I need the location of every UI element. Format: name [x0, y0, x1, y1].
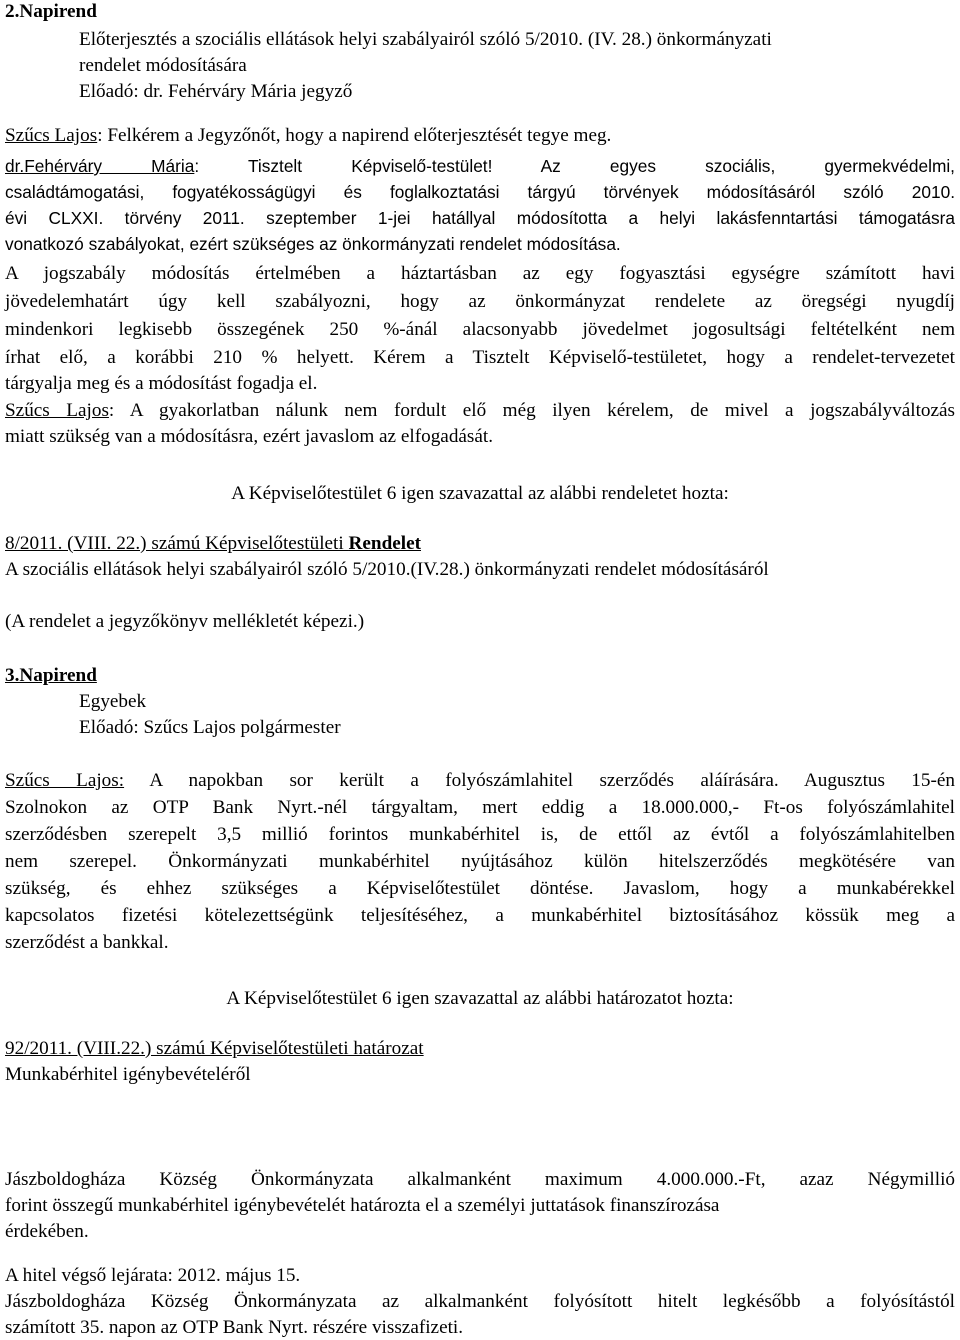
resolution-line: forint összegű munkabérhitel igénybevételét határozta el a személyi juttatások finanszírozása [5, 1195, 720, 1216]
section-3-heading: 3.Napirend [5, 665, 97, 686]
decree-note: (A rendelet a jegyzőkönyv mellékletét képezi.) [5, 611, 365, 632]
paragraph-line [5, 399, 955, 423]
paragraph-line: jövedelemhatárt úgy kell szabályozni, hogy az önkormányzat rendelete az öregségi nyugdíj [5, 291, 955, 312]
speaker-name: dr.Fehérváry Mária [5, 156, 195, 176]
paragraph-line: A jogszabály módosítás értelmében a háztartásban az egy fogyasztási egységre számított havi [5, 263, 955, 284]
paragraph-line: nem szerepel. Önkormányzati munkabérhitel nyújtásához külön hitelszerződés megkötésére van [5, 851, 955, 872]
paragraph-text: : Tisztelt Képviselő-testület! Az egyes szociális, gyermekvédelmi, [194, 156, 955, 176]
vote-result: A Képviselőtestület 6 igen szavazattal az alábbi rendeletet hozta: [231, 483, 729, 504]
paragraph-line [5, 769, 955, 793]
decree-title: A szociális ellátások helyi szabályairól szóló 5/2010.(IV.28.) önkormányzati rendelet módosításáról [5, 559, 769, 580]
agenda-subject: Egyebek [79, 691, 147, 712]
paragraph-text: szeptember 1-jei hatállyal módosította a helyi lakásfenntartási támogatásra [244, 208, 955, 228]
paragraph-line: mindenkori legkisebb összegének 250 %-ánál alacsonyabb jövedelmet jogosultsági feltételként nem [5, 319, 955, 340]
agenda-title-line-1: Előterjesztés a szociális ellátások helyi szabályairól szóló 5/2010. (IV. 28.) önkormányzati [79, 29, 772, 50]
decree-number: 8/2011. (VIII. 22.) számú Képviselőtestületi [5, 533, 349, 554]
resolution-line: érdekében. [5, 1221, 89, 1242]
paragraph-line: vonatkozó szabályokat, ezért szükséges az önkormányzati rendelet módosítása. [5, 234, 621, 254]
vote-result: A Képviselőtestület 6 igen szavazattal az alábbi határozatot hozta: [226, 988, 734, 1009]
paragraph-line: írhat elő, a korábbi 210 % helyett. Kérem a Tisztelt Képviselő-testületet, hogy a rendelet-tervezetet [5, 347, 955, 368]
paragraph-line: szükség, és ehhez szükséges a Képviselőtestület döntése. Javaslom, hogy a munkabérekkel [5, 878, 955, 899]
paragraph-text: : A gyakorlatban nálunk nem fordult elő még ilyen kérelem, de mivel a jogszabályváltozás [108, 400, 955, 421]
resolution-line: Jászboldogháza Község Önkormányzata az alkalmanként folyósított hitelt legkésőbb a folyósítástól [5, 1291, 955, 1312]
paragraph-line: családtámogatási, fogyatékosságügyi és foglalkoztatási tárgyú törvények módosításáról szóló 2010. [5, 182, 955, 202]
decree-heading [5, 532, 955, 556]
resolution-title: Munkabérhitel igénybevételéről [5, 1064, 251, 1085]
paragraph-text: A napokban sor került a folyószámlahitel szerződés aláírására. Augusztus 15-én [124, 770, 955, 791]
paragraph-line [5, 154, 955, 178]
paragraph-speaker-1 [5, 124, 955, 148]
paragraph-line: kapcsolatos fizetési kötelezettségünk teljesítéséhez, a munkabérhitel biztosításához kössük meg a [5, 905, 955, 926]
decree-word: Rendelet [348, 533, 421, 554]
speaker-name: Szűcs Lajos: [5, 770, 125, 791]
paragraph-line: Szolnokon az OTP Bank Nyrt.-nél tárgyaltam, mert eddig a 18.000.000,- Ft-os folyószámlahitel [5, 797, 955, 818]
agenda-presenter: Előadó: dr. Fehérváry Mária jegyző [79, 81, 353, 102]
resolution-line: Jászboldogháza Község Önkormányzata alkalmanként maximum 4.000.000.-Ft, azaz Négymillió [5, 1169, 955, 1190]
paragraph-text: : Felkérem a Jegyzőnőt, hogy a napirend előterjesztését tegye meg. [97, 125, 612, 146]
paragraph-line: miatt szükség van a módosításra, ezért javaslom az elfogadását. [5, 426, 494, 447]
agenda-presenter: Előadó: Szűcs Lajos polgármester [79, 717, 341, 738]
agenda-title-line-2: rendelet módosítására [79, 55, 247, 76]
speaker-name: Szűcs Lajos [5, 400, 109, 421]
paragraph-line: szerződésben szerepelt 3,5 millió forintos munkabérhitel is, de ettől az évtől a folyószámlahitelben [5, 824, 955, 845]
paragraph-text: évi CLXXI. törvény 2011. [5, 208, 245, 228]
paragraph-line: szerződést a bankkal. [5, 932, 169, 953]
resolution-line: számított 35. napon az OTP Bank Nyrt. részére visszafizeti. [5, 1317, 464, 1338]
resolution-number: 92/2011. (VIII.22.) számú Képviselőtestületi határozat [5, 1038, 424, 1059]
speaker-name: Szűcs Lajos [5, 125, 98, 146]
paragraph-line [5, 206, 955, 231]
section-2-heading: 2.Napirend [5, 1, 97, 22]
paragraph-line: tárgyalja meg és a módosítást fogadja el. [5, 373, 318, 394]
loan-maturity: A hitel végső lejárata: 2012. május 15. [5, 1265, 301, 1286]
